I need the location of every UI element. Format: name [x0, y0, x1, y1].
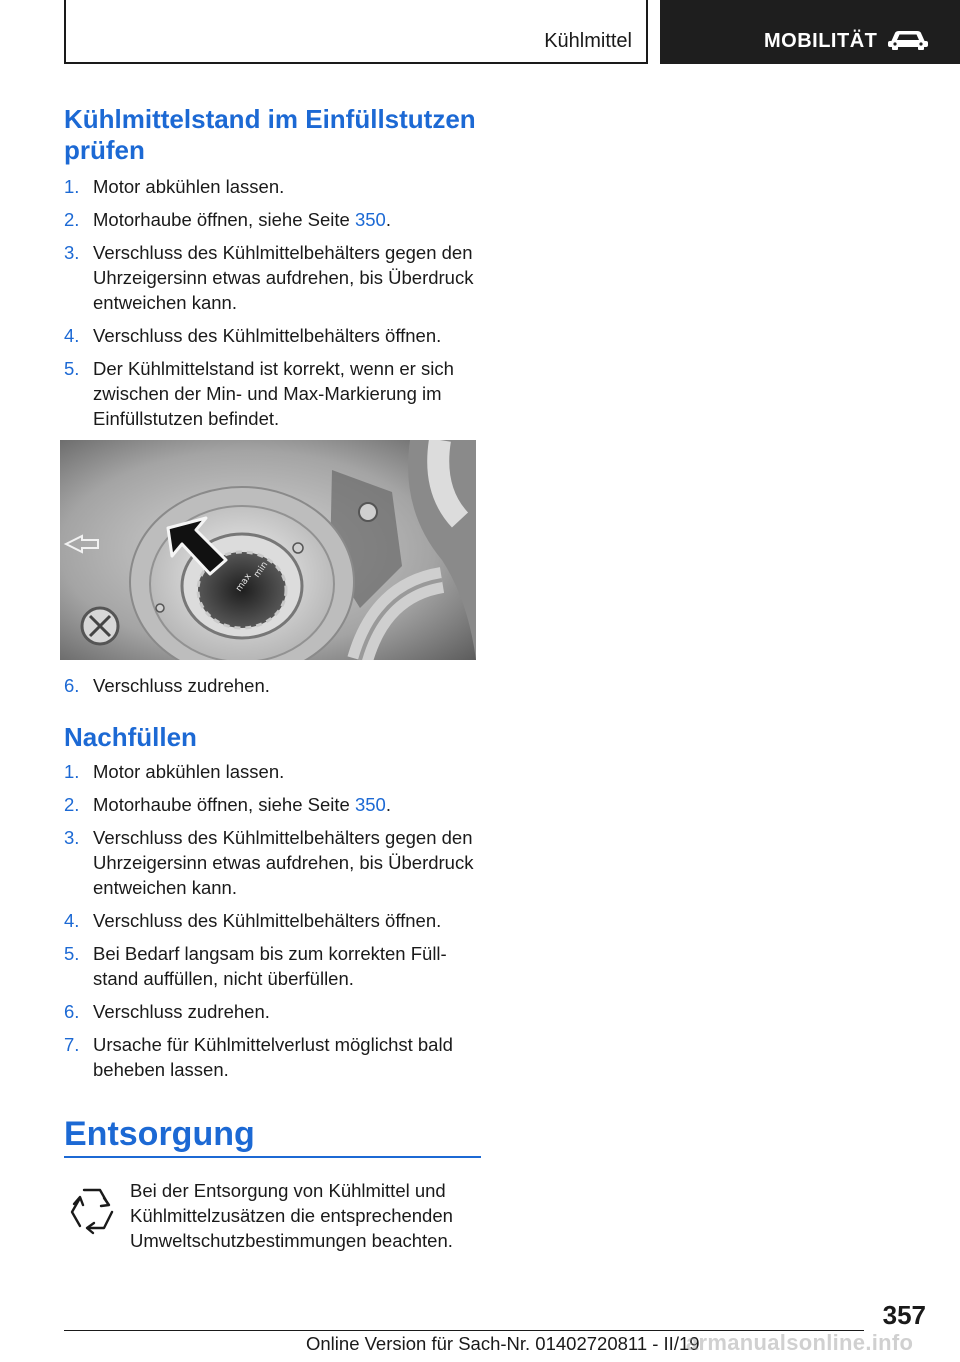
min-marking: min: [252, 560, 271, 580]
check-section-cont: [64, 673, 480, 706]
check-steps: [64, 174, 480, 431]
step-text: Verschluss des Kühlmittelbehälters öffnen.: [93, 910, 442, 931]
step-text-end: .: [385, 209, 391, 230]
step-number: 4.: [64, 325, 80, 346]
list-item: [64, 1032, 480, 1082]
disposal-text: Bei der Entsorgung von Kühlmittel und Kühlmittelzusätzen die entsprechenden Umweltschutzbestimmungen beachten.: [130, 1180, 453, 1251]
page-number: 357: [882, 1300, 926, 1330]
step-text: Verschluss des Kühlmittelbehälters öffnen.: [93, 325, 442, 346]
step-text: Verschluss zudrehen.: [93, 675, 270, 696]
step-text: Der Kühlmittelstand ist korrekt, wenn er sich zwischen der Min- und Max-Markierung im Einfüllstutzen befindet.: [93, 358, 454, 429]
watermark: armanualsonline.info: [686, 1330, 914, 1355]
page-reference-link[interactable]: 350: [354, 209, 386, 230]
list-item: [64, 792, 480, 817]
step-text-end: .: [385, 794, 391, 815]
step-text: Motorhaube öffnen, siehe Seite: [93, 209, 355, 230]
list-item: [64, 174, 480, 199]
step-number: 2.: [64, 794, 80, 815]
list-item: [64, 673, 480, 698]
list-item: [64, 999, 480, 1024]
step-number: 1.: [64, 761, 80, 782]
header-section-title: Kühlmittel: [544, 30, 632, 52]
header-chapter-tab: [660, 0, 960, 64]
refill-title: Nachfüllen: [64, 722, 197, 752]
refill-section: [64, 722, 480, 1090]
max-marking: max: [234, 571, 254, 594]
header-chapter-title: MOBILITÄT: [764, 30, 878, 52]
step-text: Verschluss zudrehen.: [93, 1001, 270, 1022]
step-number: 3.: [64, 242, 80, 263]
page-reference-link[interactable]: 350: [354, 794, 386, 815]
list-item: [64, 759, 480, 784]
step-number: 2.: [64, 209, 80, 230]
step-text: Verschluss des Kühlmittelbehälters gegen den Uhrzeigersinn etwas aufdrehen, bis Überdruck entweichen kann.: [93, 827, 474, 898]
step-text: Bei Bedarf langsam bis zum korrekten Füll-stand auffüllen, nicht überfüllen.: [93, 943, 447, 989]
disposal-divider: [64, 1156, 481, 1158]
list-item: [64, 825, 480, 900]
disposal-title: Entsorgung: [64, 1115, 255, 1153]
recycle-icon: [66, 1184, 118, 1236]
step-number: 6.: [64, 675, 80, 696]
list-item: [64, 356, 480, 431]
step-text: Motor abkühlen lassen.: [93, 176, 285, 197]
header-section-box: [64, 0, 648, 64]
list-item: [64, 207, 480, 232]
list-item: [64, 941, 480, 991]
step-number: 5.: [64, 943, 80, 964]
step-text: Ursache für Kühlmittelverlust möglichst bald beheben lassen.: [93, 1034, 453, 1080]
list-item: [64, 323, 480, 348]
check-steps-cont: [64, 673, 480, 698]
online-version-note: Online Version für Sach-Nr. 01402720811 - II/19: [306, 1333, 700, 1354]
step-number: 1.: [64, 176, 80, 197]
step-number: 6.: [64, 1001, 80, 1022]
step-number: 7.: [64, 1034, 80, 1055]
car-icon: [886, 27, 930, 51]
step-number: 5.: [64, 358, 80, 379]
step-text: Motorhaube öffnen, siehe Seite: [93, 794, 355, 815]
list-item: [64, 240, 480, 315]
check-title: Kühlmittelstand im Einfüllstutzen prüfen: [64, 104, 476, 165]
step-text: Motor abkühlen lassen.: [93, 761, 285, 782]
list-item: [64, 908, 480, 933]
coolant-reservoir-photo: [60, 440, 476, 660]
check-section: [64, 104, 480, 439]
step-text: Verschluss des Kühlmittelbehälters gegen den Uhrzeigersinn etwas aufdrehen, bis Überdruck entweichen kann.: [93, 242, 474, 313]
step-number: 3.: [64, 827, 80, 848]
step-number: 4.: [64, 910, 80, 931]
refill-steps: [64, 759, 480, 1082]
